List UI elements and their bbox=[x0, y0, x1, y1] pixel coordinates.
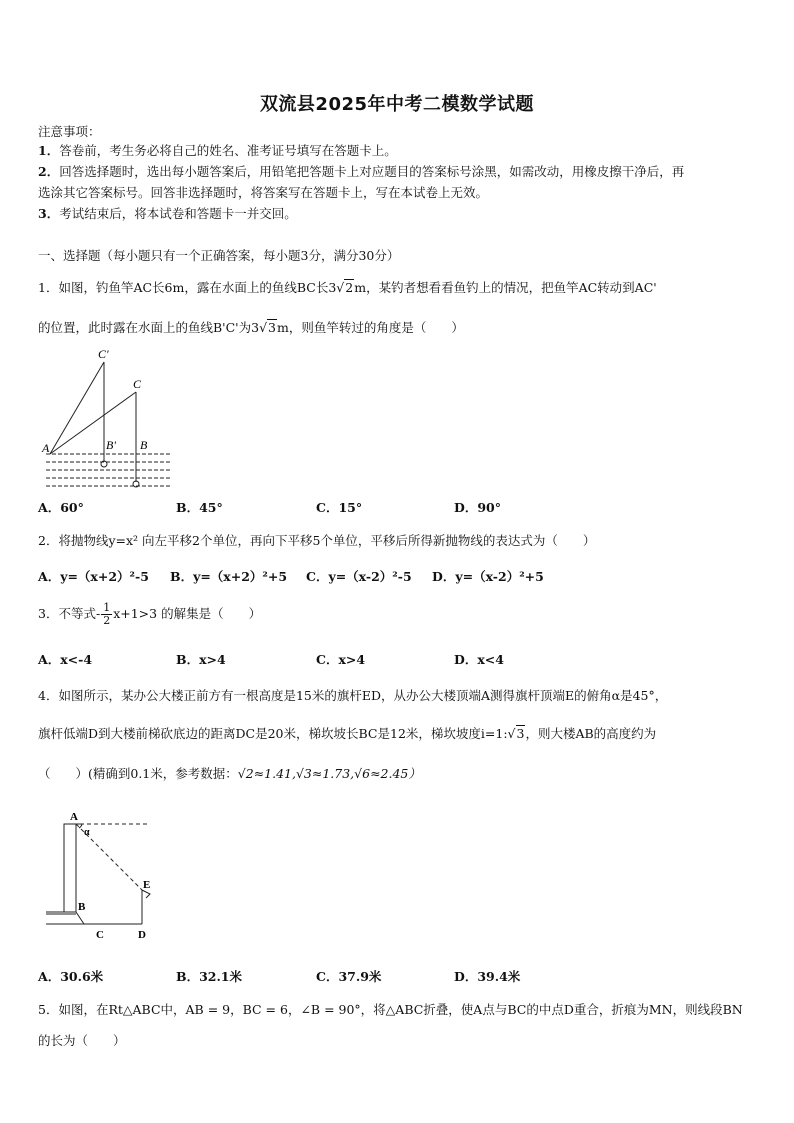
label-b: B bbox=[78, 901, 86, 913]
notice-item-1: 1．答卷前，考生务必将自己的姓名、准考证号填写在答题卡上。 bbox=[38, 143, 397, 158]
notice-item-2: 2．回答选择题时，选出每小题答案后，用铅笔把答题卡上对应题目的答案标号涂黑，如需改动，用橡皮擦干净后，再 bbox=[38, 164, 685, 179]
label-c: C bbox=[96, 929, 104, 941]
label-b: B bbox=[140, 438, 148, 452]
fraction: $\frac{1}{2}$ bbox=[103, 601, 111, 627]
q2-text: 2．将抛物线y=x² 向左平移2个单位，再向下平移5个单位，平移后所得新抛物线的表达式为（ ） bbox=[38, 533, 596, 548]
q3-option-c: C．x>4 bbox=[316, 652, 366, 667]
q2-option-a: A．y=（x+2）²-5 bbox=[38, 569, 149, 584]
q1-option-a: A．60° bbox=[38, 500, 84, 515]
q3-option-b: B．x>4 bbox=[176, 652, 226, 667]
label-a: A bbox=[70, 811, 78, 823]
section-heading: 一、选择题（每小题只有一个正确答案，每小题3分，满分30分） bbox=[38, 248, 400, 263]
notice-item-3: 3．考试结束后，将本试卷和答题卡一并交回。 bbox=[38, 206, 297, 221]
q4-option-a: A．30.6米 bbox=[38, 969, 104, 984]
page-title: 双流县2025年中考二模数学试题 bbox=[259, 94, 535, 115]
label-c-prime: C' bbox=[98, 347, 109, 361]
q1-option-d: D．90° bbox=[454, 500, 501, 515]
q5-line2: 的长为（ ） bbox=[38, 1033, 126, 1048]
q3-option-a: A．x<-4 bbox=[38, 652, 93, 667]
label-e: E bbox=[143, 879, 151, 891]
q2-option-c: C．y=（x-2）²-5 bbox=[306, 569, 412, 584]
label-b-prime: B' bbox=[106, 438, 116, 452]
sqrt-symbol: √2 bbox=[336, 280, 354, 295]
q3-option-d: D．x<4 bbox=[454, 652, 504, 667]
q4-option-c: C．37.9米 bbox=[316, 969, 382, 984]
label-c: C bbox=[133, 377, 142, 391]
q4-line2: 旗杆低端D到大楼前梯砍底边的距离DC是20米，梯坎坡长BC是12米，梯坎坡度i=1:√3，则大楼AB的高度约为 bbox=[38, 726, 657, 741]
notice-heading: 注意事项： bbox=[38, 124, 101, 139]
q1-option-b: B．45° bbox=[176, 500, 223, 515]
q4-figure bbox=[42, 808, 162, 944]
notice-item-2-cont: 选涂其它答案标号。回答非选择题时，将答案写在答题卡上，写在本试卷上无效。 bbox=[38, 185, 489, 200]
q4-line1: 4．如图所示，某办公大楼正前方有一根高度是15米的旗杆ED，从办公大楼顶端A测得旗杆顶端E的俯角α是45°， bbox=[38, 688, 668, 703]
q2-option-b: B．y=（x+2）²+5 bbox=[170, 569, 288, 584]
q4-line3: （ ）(精确到0.1米，参考数据：√2≈1.41,√3≈1.73,√6≈2.45） bbox=[38, 766, 421, 781]
q1-line2: 的位置，此时露在水面上的鱼线B'C'为3√3m，则鱼竿转过的角度是（ ） bbox=[38, 320, 464, 335]
sqrt-symbol: √3 bbox=[507, 726, 525, 741]
q3-text: 3．不等式- $\frac{1}{2}$ x+1>3 的解集是（ ） bbox=[38, 601, 262, 627]
q2-option-d: D．y=（x-2）²+5 bbox=[432, 569, 544, 584]
label-a: A bbox=[42, 441, 50, 455]
label-alpha: α bbox=[84, 827, 90, 838]
q5-line1: 5．如图，在Rt△ABC中，AB = 9，BC = 6，∠B = 90°，将△ABC折叠，使A点与BC的中点D重合，折痕为MN，则线段BN bbox=[38, 1002, 743, 1017]
q4-option-d: D．39.4米 bbox=[454, 969, 521, 984]
q1-option-c: C．15° bbox=[316, 500, 363, 515]
q4-option-b: B．32.1米 bbox=[176, 969, 243, 984]
q1-figure bbox=[36, 340, 186, 495]
sqrt-symbol: √3 bbox=[259, 320, 276, 335]
q1-line1: 1．如图，钓鱼竿AC长6m，露在水面上的鱼线BC长3√2m，某钓者想看看鱼钓上的情况，把鱼竿AC转动到AC' bbox=[38, 280, 657, 295]
label-d: D bbox=[138, 929, 146, 941]
